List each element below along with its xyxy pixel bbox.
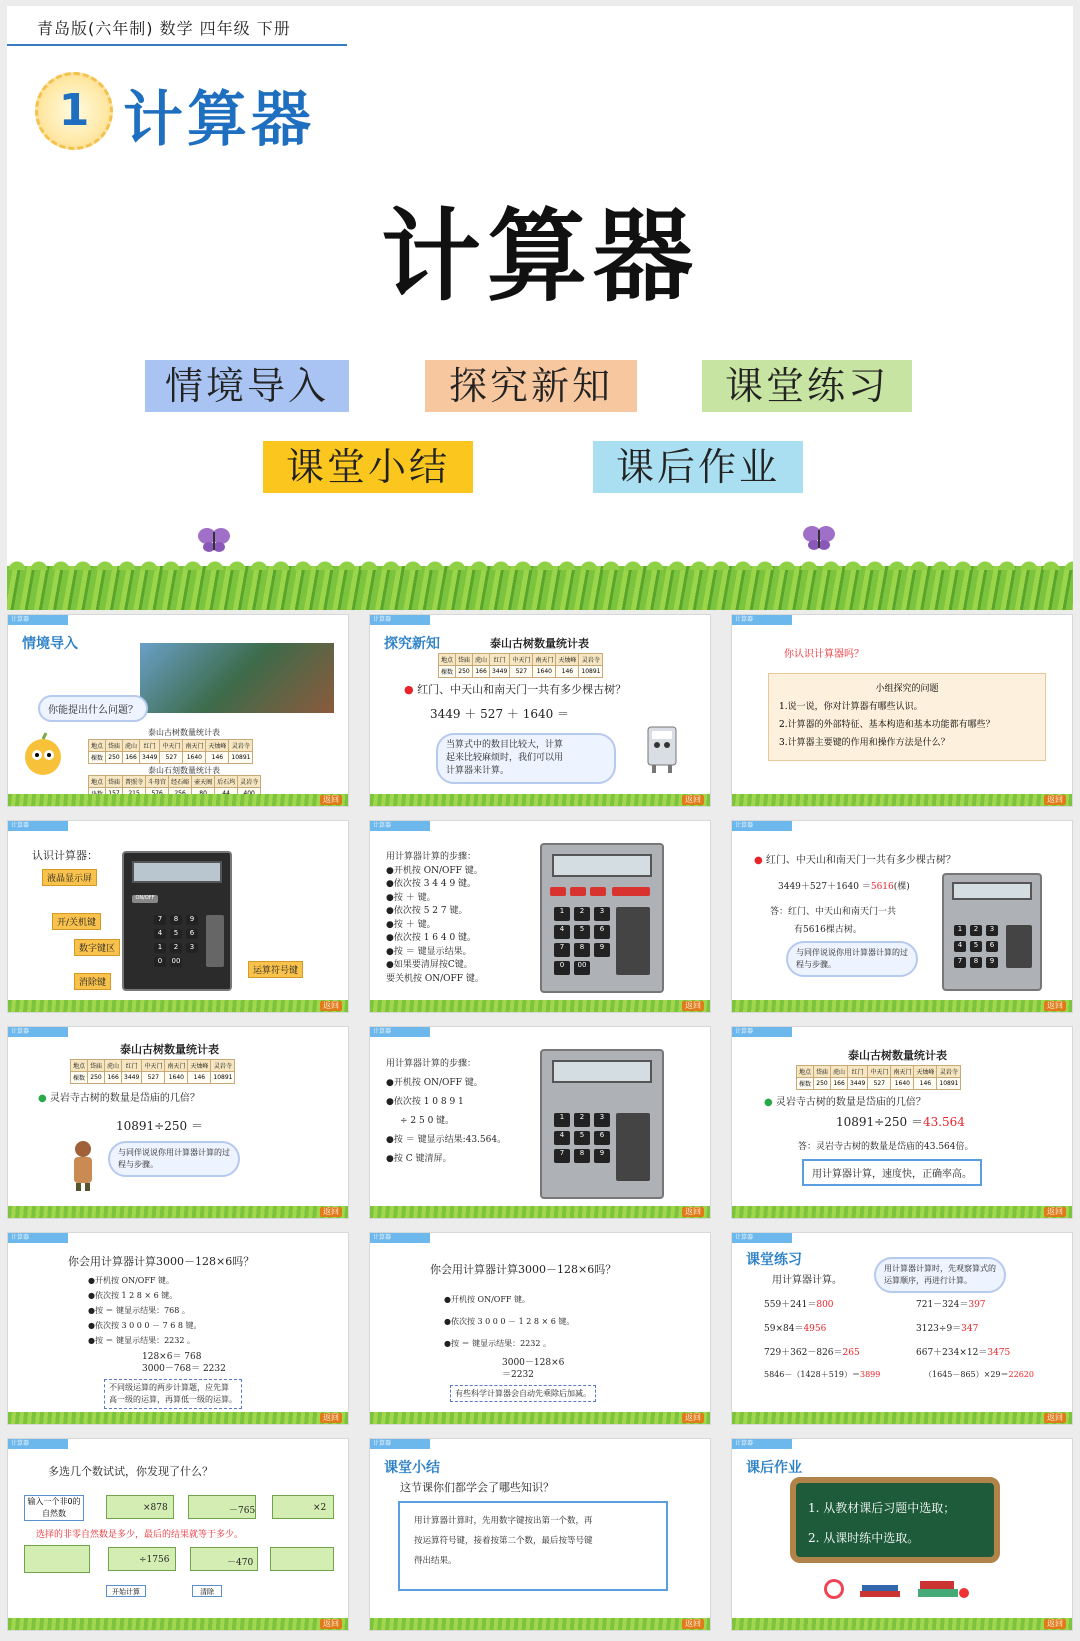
butterfly-icon — [802, 524, 836, 552]
sub-heading: 用计算器计算。 — [772, 1275, 842, 1286]
red-key — [550, 887, 566, 896]
digit-key: 3 — [986, 925, 998, 936]
back-button[interactable]: 返回 — [320, 1413, 342, 1423]
calculator-illustration — [122, 851, 232, 991]
table-title: 泰山古树数量统计表 — [490, 637, 589, 650]
question-bubble: 你能提出什么问题？ — [38, 695, 148, 722]
slide-thumbnail-8[interactable] — [369, 1026, 711, 1219]
lesson-name: 计算器 — [123, 85, 315, 155]
result-box — [24, 1545, 90, 1573]
question-text: 多选几个数试试，你发现了什么？ — [48, 1465, 213, 1478]
slide-footer — [8, 1412, 348, 1424]
operator-keys — [616, 1113, 650, 1181]
slide-thumbnail-6[interactable] — [731, 820, 1073, 1013]
digit-key: 6 — [594, 925, 610, 939]
exercise-item: （1645－865）×29＝22620 — [924, 1370, 1034, 1379]
question-text: ● 红门、中天山和南天门一共有多少棵古树？ — [404, 683, 627, 696]
step-box-4: ÷1756 — [108, 1547, 176, 1571]
slide-tag: 计算器 — [370, 1439, 430, 1449]
digit-key: 2 — [574, 907, 590, 921]
slide-tag: 计算器 — [732, 1027, 792, 1037]
slide-thumbnail-9[interactable] — [731, 1026, 1073, 1219]
grass-decoration — [7, 566, 1073, 610]
back-button[interactable]: 返回 — [320, 1001, 342, 1011]
on-off-key — [612, 887, 650, 896]
back-button[interactable]: 返回 — [320, 795, 342, 805]
slide-thumbnail-5[interactable] — [369, 820, 711, 1013]
table-title: 泰山古树数量统计表 — [120, 1043, 219, 1056]
digit-key: 8 — [574, 943, 590, 957]
calculator-illustration — [540, 843, 664, 993]
red-key — [590, 887, 606, 896]
step-box-5: －470 — [190, 1547, 258, 1571]
slide-tag: 计算器 — [8, 1439, 68, 1449]
cover-slide — [7, 6, 1073, 610]
question-text: ● 灵岩寺古树的数量是岱庙的几倍？ — [764, 1097, 926, 1108]
menu-summary-button[interactable]: 课堂小结 — [263, 441, 473, 493]
back-button[interactable]: 返回 — [682, 1413, 704, 1423]
on-off-label: 开/关机键 — [52, 913, 101, 930]
digit-key: 9 — [594, 943, 610, 957]
back-button[interactable]: 返回 — [682, 1207, 704, 1217]
digit-key: 3 — [594, 907, 610, 921]
digit-key: 1 — [954, 925, 966, 936]
slide-footer — [8, 1618, 348, 1630]
clear-button[interactable]: 清除 — [192, 1585, 222, 1597]
slide-footer — [370, 1000, 710, 1012]
slide-footer — [370, 1618, 710, 1630]
exercise-item: 729＋362－826＝265 — [764, 1348, 860, 1358]
slide-thumbnail-1[interactable] — [7, 614, 349, 807]
digit-key: 5 — [574, 925, 590, 939]
back-button[interactable]: 返回 — [1044, 1413, 1066, 1423]
slide-footer — [8, 1000, 348, 1012]
digit-key: 8 — [574, 1149, 590, 1163]
hint-bubble: 用计算器计算时，先观察算式的 运算顺序，再进行计算。 — [874, 1257, 1006, 1293]
mountain-photo — [140, 643, 334, 713]
slide-footer — [370, 794, 710, 806]
exercise-item: 667＋234×12＝3475 — [916, 1348, 1011, 1358]
back-button[interactable]: 返回 — [1044, 1001, 1066, 1011]
trees-table: 地点 岱庙 虎山 红门 中天门 南天门 天烛峰 灵岩寺 棵数 250 166 3449 527 1640 146 10891 — [438, 653, 603, 678]
lcd-screen — [552, 1060, 653, 1083]
lesson-number-badge — [35, 72, 113, 150]
digit-key: 7 — [554, 1149, 570, 1163]
digit-key: 5 — [574, 1131, 590, 1145]
table-title-carvings: 泰山石刻数量统计表 — [148, 766, 220, 775]
back-button[interactable]: 返回 — [320, 1619, 342, 1629]
digit-key: 9 — [594, 1149, 610, 1163]
slide-thumbnail-12[interactable] — [731, 1232, 1073, 1425]
digit-key: 1 — [554, 907, 570, 921]
digit-key: 7 — [154, 915, 166, 925]
hint-bubble: 与同伴说说你用计算器计算的过 程与步骤。 — [108, 1141, 240, 1177]
digit-area-label: 数字键区 — [74, 939, 120, 956]
steps-list: ●开机按 ON/OFF 键。 ●依次按 3 0 0 0 － 1 2 8 × 6 键。 ●按 ＝ 键显示结果：2232 。 — [444, 1295, 575, 1348]
chalkboard — [790, 1477, 1000, 1563]
digit-key: 1 — [554, 1113, 570, 1127]
back-button[interactable]: 返回 — [1044, 795, 1066, 805]
slide-heading: 课堂练习 — [746, 1252, 802, 1268]
digit-key: 3 — [186, 943, 198, 953]
question-text: 你会用计算器计算3000－128×6吗？ — [68, 1255, 255, 1268]
group-questions-note: 小组探究的问题 1.说一说，你对计算器有哪些认识。 2.计算器的外部特征、基本构造和基本功能都有哪些？ 3.计算器主要键的作用和操作方法是什么？ — [768, 673, 1046, 761]
slide-thumbnail-13[interactable] — [7, 1438, 349, 1631]
digit-key: 0 — [554, 961, 570, 975]
slide-footer — [732, 1618, 1072, 1630]
on-off-key: ON/OFF — [132, 895, 158, 903]
steps-list: 用计算器计算的步骤： ●开机按 ON/OFF 键。 ●依次按 1 0 8 9 1 ÷ 2 5 0 键。 ●按 ＝ 键显示结果:43.564。 ●按 C 键清屏。 — [386, 1059, 507, 1164]
red-key — [570, 887, 586, 896]
trees-table: 地点 岱庙 虎山 红门 中天门 南天门 天烛峰 灵岩寺 棵数 250 166 3449 527 1640 146 10891 — [70, 1059, 235, 1084]
digit-key: 7 — [554, 943, 570, 957]
digit-key: 6 — [594, 1131, 610, 1145]
slide-tag: 计算器 — [8, 1233, 68, 1243]
step-box-3: ×2 — [272, 1495, 334, 1519]
slide-footer — [732, 794, 1072, 806]
step-box-6 — [270, 1547, 334, 1571]
slide-footer — [370, 1412, 710, 1424]
digit-key: 5 — [170, 929, 182, 939]
digit-key: 9 — [186, 915, 198, 925]
digit-key: 9 — [986, 957, 998, 968]
slide-thumbnail-10[interactable] — [7, 1232, 349, 1425]
calculation: 3000－128×6 ＝2232 — [502, 1358, 565, 1380]
slide-tag: 计算器 — [8, 1027, 68, 1037]
exercise-item: 5846－（1428＋519）＝3899 — [764, 1370, 881, 1379]
slide-heading: 课堂小结 — [384, 1460, 440, 1476]
lcd-screen — [552, 854, 653, 877]
answer-text: 答：红门、中天山和南天门一共 有5616棵古树。 — [770, 907, 897, 935]
lcd-label: 液晶显示屏 — [42, 869, 97, 886]
calculator-illustration — [942, 873, 1042, 991]
slide-thumbnail-11[interactable] — [369, 1232, 711, 1425]
slide-footer — [732, 1206, 1072, 1218]
back-button[interactable]: 返回 — [320, 1207, 342, 1217]
slide-tag: 计算器 — [8, 821, 68, 831]
teacher-icon — [66, 1139, 100, 1191]
digit-key: 00 — [574, 961, 590, 975]
digit-key: 00 — [171, 957, 181, 965]
slide-footer — [8, 794, 348, 806]
slide-tag: 计算器 — [8, 615, 68, 625]
table-title-trees: 泰山古树数量统计表 — [148, 728, 220, 737]
menu-practice-button[interactable]: 课堂练习 — [702, 360, 912, 412]
lcd-screen — [952, 882, 1033, 900]
slide-tag: 计算器 — [370, 821, 430, 831]
slide-footer — [370, 1206, 710, 1218]
operator-keys — [1006, 925, 1032, 968]
digit-key: 4 — [954, 941, 966, 952]
digit-key: 5 — [970, 941, 982, 952]
exercise-item: 721－324＝397 — [916, 1300, 986, 1310]
trees-table: 地点 岱庙 虎山 红门 中天门 南天门 天烛峰 灵岩寺 棵数 250 166 3449 527 1640 146 10891 — [796, 1065, 961, 1090]
calculator-illustration — [540, 1049, 664, 1199]
slide-thumbnail-3[interactable] — [731, 614, 1073, 807]
slide-thumbnail-14[interactable] — [369, 1438, 711, 1631]
slide-footer — [8, 1206, 348, 1218]
digit-key: 2 — [170, 943, 182, 953]
conclusion-note: 用计算器计算，速度快，正确率高。 — [802, 1159, 982, 1186]
steps-list: 用计算器计算的步骤： ●开机按 ON/OFF 键。 ●依次按 3 4 4 9 键。 ●按 ＋ 键。 ●依次按 5 2 7 键。 ●按 ＋ 键。 ●依次按 1 6 4 0 键。 ●按 ＝ 键显示结果。 ●如果要清屏按C键。 要关机按 ON/OFF 键。 — [386, 852, 484, 984]
header-text: 青岛版(六年制) 数学 四年级 下册 — [37, 19, 291, 38]
expression: 10891÷250 ＝ — [116, 1119, 203, 1133]
homework-item-1: 1. 从教材课后习题中选取； — [808, 1501, 956, 1515]
menu-homework-button[interactable]: 课后作业 — [593, 441, 803, 493]
step-box-2: －765 — [188, 1495, 256, 1519]
homework-item-2: 2. 从课时练中选取。 — [808, 1531, 920, 1545]
menu-explore-button[interactable]: 探究新知 — [425, 360, 637, 412]
slide-heading: 课后作业 — [746, 1460, 802, 1476]
answer-text: 答：灵岩寺古树的数量是岱庙的43.564倍。 — [798, 1142, 974, 1152]
slide-tag: 计算器 — [732, 1439, 792, 1449]
slide-thumbnail-15[interactable] — [731, 1438, 1073, 1631]
slide-tag: 计算器 — [732, 615, 792, 625]
apple-mascot-icon — [22, 731, 64, 781]
digit-key: 8 — [970, 957, 982, 968]
menu-intro-button[interactable]: 情境导入 — [145, 360, 349, 412]
question-text: ● 灵岩寺古树的数量是岱庙的几倍？ — [38, 1093, 200, 1104]
slide-tag: 计算器 — [370, 615, 430, 625]
digit-key: 2 — [574, 1113, 590, 1127]
lcd-screen — [132, 861, 221, 883]
slide-heading: 情境导入 — [22, 636, 78, 652]
digit-key: 6 — [986, 941, 998, 952]
digit-key: 4 — [554, 1131, 570, 1145]
operator-keys — [616, 907, 650, 975]
header-bar — [7, 6, 347, 46]
digit-key: 4 — [554, 925, 570, 939]
slide-tag: 计算器 — [370, 1233, 430, 1243]
start-button[interactable]: 开始计算 — [106, 1585, 146, 1597]
rule-note: 不同级运算的两步计算题，应先算 高一级的运算，再算低一级的运算。 — [104, 1379, 242, 1409]
expression: 3449 ＋ 527 ＋ 1640 ＝ — [430, 707, 570, 721]
slide-heading: 探究新知 — [384, 636, 440, 652]
slide-footer — [732, 1000, 1072, 1012]
digit-key: 0 — [154, 957, 166, 967]
digit-key: 2 — [970, 925, 982, 936]
back-button[interactable]: 返回 — [682, 1001, 704, 1011]
digit-key: 4 — [154, 929, 166, 939]
hint-bubble: 与同伴说说你用计算器计算的过 程与步骤。 — [786, 941, 918, 977]
digit-key: 7 — [954, 957, 966, 968]
slide-tag: 计算器 — [732, 1233, 792, 1243]
books-clock-icon — [820, 1573, 970, 1603]
calculation: 128×6＝ 768 3000－768＝ 2232 — [142, 1352, 226, 1374]
back-button[interactable]: 返回 — [1044, 1207, 1066, 1217]
operator-key-label: 运算符号键 — [248, 961, 303, 978]
carvings-table: 地点 岱庙 普照寺 斗母宫 经石峪 壶天阁 后石坞 灵岩寺 — [88, 775, 261, 800]
slide-thumbnail-4[interactable] — [7, 820, 349, 1013]
digit-key: 1 — [154, 943, 166, 953]
table-title: 泰山古树数量统计表 — [848, 1049, 947, 1062]
summary-box: 用计算器计算时，先用数字键按出第一个数，再 按运算符号键，接着按第二个数，最后按等号键 得出结果。 — [398, 1501, 668, 1591]
steps-list: ●开机按 ON/OFF 键。 ●依次按 1 2 8 × 6 键。 ●按 ＝ 键显示结果：768 。 ●依次按 3 0 0 0 － 7 6 8 键。 ●按 ＝ 键显示结果：2232 。 — [88, 1276, 202, 1345]
exercise-item: 3123÷9＝347 — [916, 1324, 979, 1334]
question-text: 这节课你们都学会了哪些知识？ — [400, 1481, 554, 1494]
main-title: 计算器 — [381, 197, 699, 315]
calculator-mascot-icon — [642, 721, 682, 773]
expression: 10891÷250 ＝43.564 — [836, 1115, 965, 1129]
digit-key: 8 — [170, 915, 182, 925]
slide-tag: 计算器 — [370, 1027, 430, 1037]
slide-thumbnail-7[interactable] — [7, 1026, 349, 1219]
slide-footer — [732, 1412, 1072, 1424]
question-text: ● 红门、中天山和南天门一共有多少棵古树？ — [754, 855, 956, 866]
digit-key: 3 — [594, 1113, 610, 1127]
input-number-box[interactable]: 输入一个非0的自然数 — [24, 1495, 84, 1521]
trees-table: 地点 岱庙 虎山 红门 中天门 南天门 天烛峰 灵岩寺 棵数 250 166 3449 527 1640 146 10891 — [88, 739, 253, 764]
finding-text: 选择的非零自然数是多少，最后的结果就等于多少。 — [36, 1530, 244, 1540]
operator-keys — [206, 915, 224, 967]
question-text: 你会用计算器计算3000－128×6吗？ — [430, 1263, 617, 1276]
slide-title: 认识计算器： — [32, 849, 98, 862]
back-button[interactable]: 返回 — [682, 795, 704, 805]
hint-bubble: 当算式中的数目比较大，计算 起来比较麻烦时，我们可以用 计算器来计算。 — [436, 733, 616, 784]
clear-key-label: 消除键 — [74, 973, 111, 990]
back-button[interactable]: 返回 — [1044, 1619, 1066, 1629]
slide-tag: 计算器 — [732, 821, 792, 831]
lesson-number: 1 — [58, 85, 90, 136]
butterfly-icon — [197, 526, 231, 554]
exercise-item: 59×84＝4956 — [764, 1324, 827, 1334]
exercise-item: 559＋241＝800 — [764, 1300, 834, 1310]
slide-thumbnail-2[interactable] — [369, 614, 711, 807]
auto-order-note: 有些科学计算器会自动先乘除后加减。 — [450, 1385, 596, 1402]
step-box-1: ×878 — [106, 1495, 174, 1519]
question-text: 你认识计算器吗？ — [784, 649, 864, 660]
expression: 3449＋527＋1640 ＝5616(棵) — [778, 882, 910, 892]
back-button[interactable]: 返回 — [682, 1619, 704, 1629]
digit-key: 6 — [186, 929, 198, 939]
